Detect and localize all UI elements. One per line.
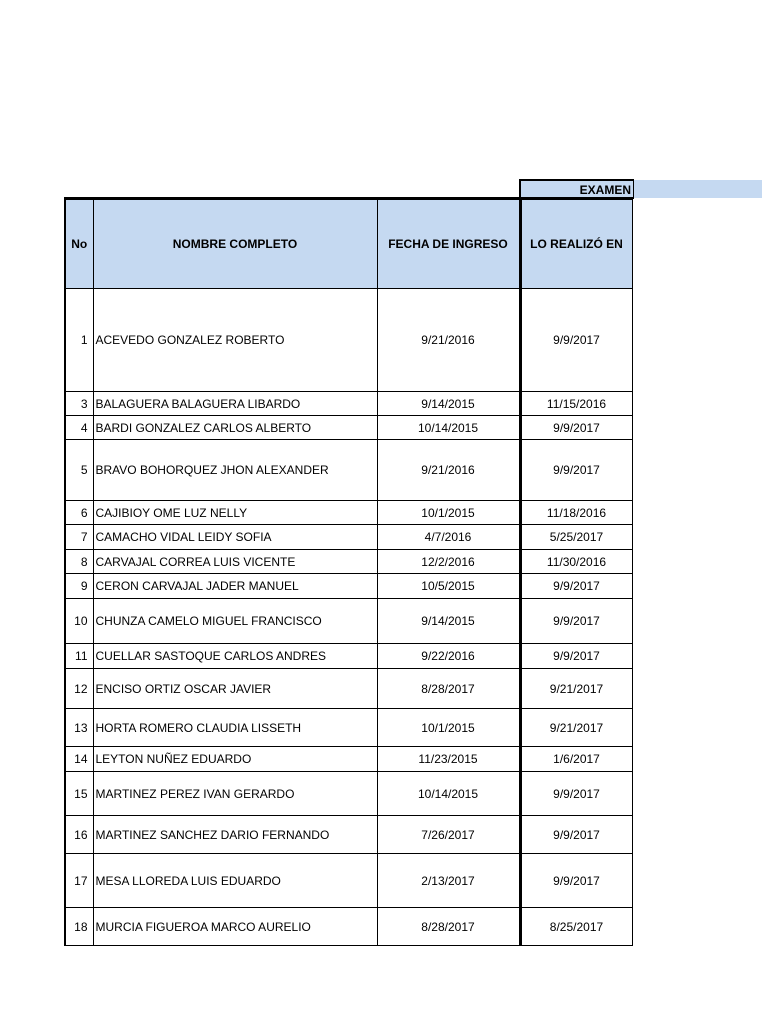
col-header-entry-date[interactable]: FECHA DE INGRESO bbox=[377, 199, 520, 289]
cell-name[interactable]: CUELLAR SASTOQUE CARLOS ANDRES bbox=[93, 644, 377, 669]
cell-done-on[interactable]: 1/6/2017 bbox=[520, 747, 632, 772]
cell-entry-date[interactable]: 12/2/2016 bbox=[377, 550, 520, 574]
cell-name[interactable]: CERON CARVAJAL JADER MANUEL bbox=[93, 574, 377, 599]
cell-no[interactable]: 10 bbox=[65, 599, 93, 644]
cell-no[interactable]: 11 bbox=[65, 644, 93, 669]
table-row bbox=[65, 525, 632, 550]
students-table bbox=[64, 197, 633, 946]
cell-name[interactable]: HORTA ROMERO CLAUDIA LISSETH bbox=[93, 709, 377, 747]
cell-done-on[interactable]: 5/25/2017 bbox=[520, 525, 632, 550]
cell-name[interactable]: LEYTON NUÑEZ EDUARDO bbox=[93, 747, 377, 772]
col-header-no[interactable]: No bbox=[65, 199, 93, 289]
cell-entry-date[interactable]: 7/26/2017 bbox=[377, 816, 520, 854]
cell-name[interactable]: ENCISO ORTIZ OSCAR JAVIER bbox=[93, 669, 377, 709]
cell-no[interactable]: 4 bbox=[65, 416, 93, 440]
table-row bbox=[65, 908, 632, 946]
table-row bbox=[65, 816, 632, 854]
cell-no[interactable]: 6 bbox=[65, 501, 93, 525]
cell-name[interactable]: ACEVEDO GONZALEZ ROBERTO bbox=[93, 289, 377, 392]
cell-entry-date[interactable]: 10/14/2015 bbox=[377, 416, 520, 440]
cell-done-on[interactable]: 9/9/2017 bbox=[520, 574, 632, 599]
cell-entry-date[interactable]: 2/13/2017 bbox=[377, 854, 520, 908]
cell-no[interactable]: 14 bbox=[65, 747, 93, 772]
cell-done-on[interactable]: 11/30/2016 bbox=[520, 550, 632, 574]
cell-entry-date[interactable]: 4/7/2016 bbox=[377, 525, 520, 550]
table-row bbox=[65, 854, 632, 908]
cell-no[interactable]: 1 bbox=[65, 289, 93, 392]
cell-name[interactable]: BARDI GONZALEZ CARLOS ALBERTO bbox=[93, 416, 377, 440]
cell-done-on[interactable]: 9/9/2017 bbox=[520, 644, 632, 669]
header-row bbox=[65, 199, 632, 289]
cell-done-on[interactable]: 8/25/2017 bbox=[520, 908, 632, 946]
cell-name[interactable]: MESA LLOREDA LUIS EDUARDO bbox=[93, 854, 377, 908]
cell-name[interactable]: BRAVO BOHORQUEZ JHON ALEXANDER bbox=[93, 440, 377, 501]
cell-done-on[interactable]: 11/18/2016 bbox=[520, 501, 632, 525]
cell-entry-date[interactable]: 9/22/2016 bbox=[377, 644, 520, 669]
cell-no[interactable]: 12 bbox=[65, 669, 93, 709]
cell-no[interactable]: 9 bbox=[65, 574, 93, 599]
cell-no[interactable]: 8 bbox=[65, 550, 93, 574]
cell-name[interactable]: MURCIA FIGUEROA MARCO AURELIO bbox=[93, 908, 377, 946]
exam-header-cell[interactable]: EXAMEN bbox=[519, 179, 634, 199]
cell-name[interactable]: MARTINEZ PEREZ IVAN GERARDO bbox=[93, 772, 377, 816]
cell-done-on[interactable]: 9/21/2017 bbox=[520, 709, 632, 747]
cell-done-on[interactable]: 9/9/2017 bbox=[520, 440, 632, 501]
table-row bbox=[65, 289, 632, 392]
table-row bbox=[65, 501, 632, 525]
col-header-name[interactable]: NOMBRE COMPLETO bbox=[93, 199, 377, 289]
cell-entry-date[interactable]: 10/14/2015 bbox=[377, 772, 520, 816]
table-row bbox=[65, 747, 632, 772]
table-row bbox=[65, 550, 632, 574]
table-row bbox=[65, 644, 632, 669]
cell-entry-date[interactable]: 10/5/2015 bbox=[377, 574, 520, 599]
cell-no[interactable]: 17 bbox=[65, 854, 93, 908]
table-row bbox=[65, 599, 632, 644]
cell-entry-date[interactable]: 10/1/2015 bbox=[377, 709, 520, 747]
cell-name[interactable]: CAMACHO VIDAL LEIDY SOFIA bbox=[93, 525, 377, 550]
cell-name[interactable]: BALAGUERA BALAGUERA LIBARDO bbox=[93, 392, 377, 416]
cell-done-on[interactable]: 11/15/2016 bbox=[520, 392, 632, 416]
cell-done-on[interactable]: 9/9/2017 bbox=[520, 772, 632, 816]
cell-entry-date[interactable]: 11/23/2015 bbox=[377, 747, 520, 772]
cell-done-on[interactable]: 9/9/2017 bbox=[520, 289, 632, 392]
cell-entry-date[interactable]: 9/21/2016 bbox=[377, 440, 520, 501]
cell-done-on[interactable]: 9/21/2017 bbox=[520, 669, 632, 709]
cell-no[interactable]: 3 bbox=[65, 392, 93, 416]
cell-done-on[interactable]: 9/9/2017 bbox=[520, 599, 632, 644]
cell-done-on[interactable]: 9/9/2017 bbox=[520, 416, 632, 440]
table-row bbox=[65, 416, 632, 440]
cell-name[interactable]: CHUNZA CAMELO MIGUEL FRANCISCO bbox=[93, 599, 377, 644]
cell-name[interactable]: CARVAJAL CORREA LUIS VICENTE bbox=[93, 550, 377, 574]
table-row bbox=[65, 440, 632, 501]
cell-no[interactable]: 15 bbox=[65, 772, 93, 816]
table-row bbox=[65, 709, 632, 747]
col-header-done-on[interactable]: LO REALIZÓ EN bbox=[520, 199, 632, 289]
cell-name[interactable]: CAJIBIOY OME LUZ NELLY bbox=[93, 501, 377, 525]
cell-entry-date[interactable]: 9/14/2015 bbox=[377, 392, 520, 416]
cell-entry-date[interactable]: 8/28/2017 bbox=[377, 669, 520, 709]
table-row bbox=[65, 772, 632, 816]
cell-entry-date[interactable]: 10/1/2015 bbox=[377, 501, 520, 525]
cell-entry-date[interactable]: 8/28/2017 bbox=[377, 908, 520, 946]
cell-name[interactable]: MARTINEZ SANCHEZ DARIO FERNANDO bbox=[93, 816, 377, 854]
cell-no[interactable]: 18 bbox=[65, 908, 93, 946]
table-row bbox=[65, 669, 632, 709]
cell-done-on[interactable]: 9/9/2017 bbox=[520, 816, 632, 854]
table-row bbox=[65, 392, 632, 416]
cell-done-on[interactable]: 9/9/2017 bbox=[520, 854, 632, 908]
cell-entry-date[interactable]: 9/21/2016 bbox=[377, 289, 520, 392]
cell-no[interactable]: 16 bbox=[65, 816, 93, 854]
cell-no[interactable]: 13 bbox=[65, 709, 93, 747]
cell-no[interactable]: 7 bbox=[65, 525, 93, 550]
table-row bbox=[65, 574, 632, 599]
cell-no[interactable]: 5 bbox=[65, 440, 93, 501]
cell-entry-date[interactable]: 9/14/2015 bbox=[377, 599, 520, 644]
